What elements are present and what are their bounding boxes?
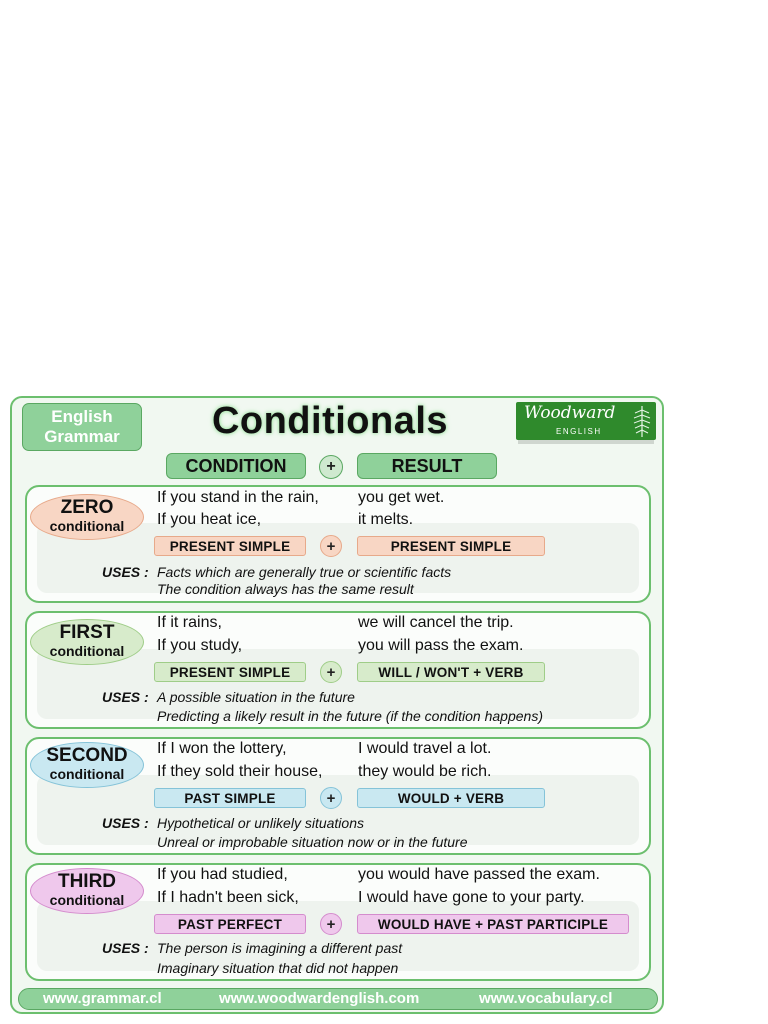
example-result: you would have passed the exam. [358, 866, 600, 883]
logo-text: Woodward [524, 403, 616, 423]
condition-header-pill: CONDITION [166, 453, 306, 479]
conditional-sub: conditional [49, 643, 125, 659]
example-result: you get wet. [358, 489, 445, 506]
fern-icon [632, 404, 652, 438]
uses-label: USES : [102, 564, 149, 580]
plus-icon: + [320, 535, 342, 557]
use-line: Hypothetical or unlikely situations [157, 815, 364, 831]
use-line: Facts which are generally true or scientific facts [157, 564, 452, 580]
uses-label: USES : [102, 940, 149, 956]
conditional-sub: conditional [49, 518, 125, 534]
uses-label: USES : [102, 815, 149, 831]
uses-label: USES : [102, 689, 149, 705]
result-tense-tag: PRESENT SIMPLE [357, 536, 545, 556]
footer-link-woodward[interactable]: www.woodwardenglish.com [219, 990, 420, 1007]
result-tense-tag: WOULD HAVE + PAST PARTICIPLE [357, 914, 629, 934]
use-line: The person is imagining a different past [157, 940, 403, 956]
use-line: A possible situation in the future [157, 689, 355, 705]
use-line: Imaginary situation that did not happen [157, 960, 399, 976]
page-title: Conditionals [211, 400, 449, 442]
result-tense-tag: WOULD + VERB [357, 788, 545, 808]
use-line: The condition always has the same result [157, 581, 414, 597]
example-condition: If you had studied, [157, 866, 288, 883]
condition-tense-tag: PRESENT SIMPLE [154, 662, 306, 682]
conditional-sub: conditional [49, 766, 125, 782]
example-condition: If you study, [157, 637, 243, 654]
second-conditional-label [30, 742, 144, 788]
example-result: I would travel a lot. [358, 740, 492, 757]
footer-bar [18, 988, 658, 1010]
badge-line-2: Grammar [44, 427, 120, 446]
zero-conditional-label [30, 494, 144, 540]
plus-icon: + [320, 913, 342, 935]
example-condition: If it rains, [157, 614, 222, 631]
example-condition: If they sold their house, [157, 763, 323, 780]
condition-tense-tag: PRESENT SIMPLE [154, 536, 306, 556]
footer-link-vocabulary[interactable]: www.vocabulary.cl [479, 990, 613, 1007]
use-line: Predicting a likely result in the future (if the condition happens) [157, 708, 543, 724]
example-condition: If I hadn't been sick, [157, 889, 299, 906]
third-conditional-label [30, 868, 144, 914]
use-line: Unreal or improbable situation now or in the future [157, 834, 468, 850]
example-condition: If I won the lottery, [157, 740, 287, 757]
logo-subtext: ENGLISH [556, 427, 602, 436]
result-tense-tag: WILL / WON'T + VERB [357, 662, 545, 682]
conditional-sub: conditional [49, 892, 125, 908]
example-condition: If you heat ice, [157, 511, 262, 528]
example-result: I would have gone to your party. [358, 889, 585, 906]
badge-line-1: English [51, 407, 113, 426]
english-grammar-badge [22, 403, 142, 451]
conditional-name: THIRD [57, 871, 117, 892]
plus-icon: + [320, 661, 342, 683]
example-result: you will pass the exam. [358, 637, 524, 654]
footer-link-grammar[interactable]: www.grammar.cl [43, 990, 162, 1007]
conditional-name: FIRST [59, 622, 115, 643]
conditional-name: ZERO [60, 497, 114, 518]
conditional-name: SECOND [46, 745, 128, 766]
condition-tense-tag: PAST SIMPLE [154, 788, 306, 808]
example-condition: If you stand in the rain, [157, 489, 319, 506]
header-plus-icon: + [319, 455, 343, 479]
result-header-pill: RESULT [357, 453, 497, 479]
woodward-logo [516, 402, 656, 440]
example-result: they would be rich. [358, 763, 492, 780]
condition-tense-tag: PAST PERFECT [154, 914, 306, 934]
example-result: we will cancel the trip. [358, 614, 514, 631]
first-conditional-label [30, 619, 144, 665]
example-result: it melts. [358, 511, 414, 528]
plus-icon: + [320, 787, 342, 809]
